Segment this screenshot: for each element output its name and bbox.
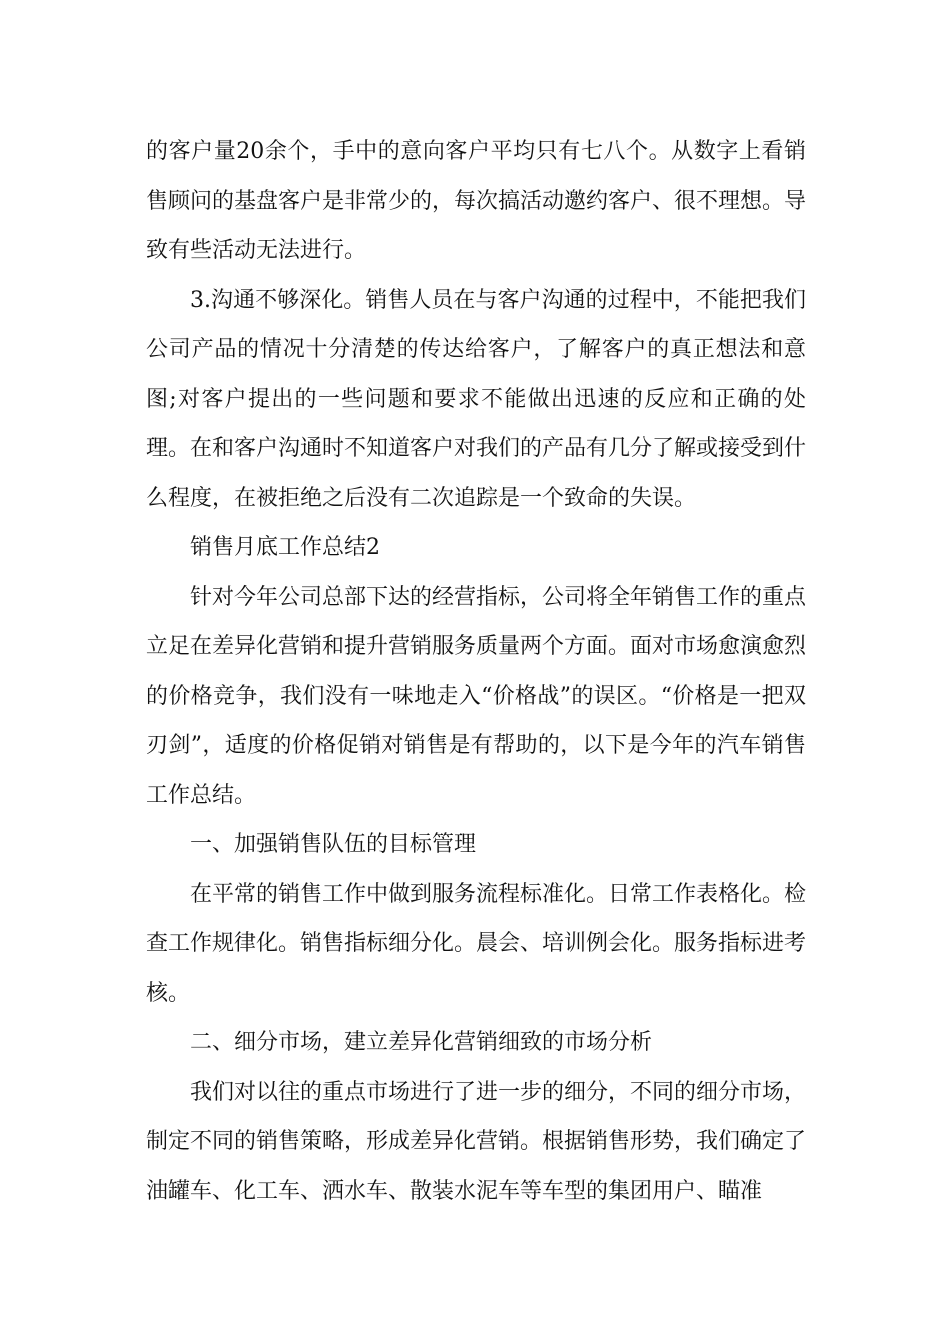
paragraph-target-management: 在平常的销售工作中做到服务流程标准化。日常工作表格化。检查工作规律化。销售指标细分化。晨会、培训例会化。服务指标进考核。 <box>146 881 807 1006</box>
paragraph-continuation: 的客户量20余个，手中的意向客户平均只有七八个。从数字上看销售顾问的基盘客户是非常少的，每次搞活动邀约客户、很不理想。导致有些活动无法进行。 <box>146 139 807 263</box>
section-title: 销售月底工作总结2 <box>190 535 380 560</box>
paragraph-communication: 3.沟通不够深化。销售人员在与客户沟通的过程中，不能把我们公司产品的情况十分清楚的传达给客户，了解客户的真正想法和意图;对客户提出的一些问题和要求不能做出迅速的反应和正确的处理。在和客户沟通时不知道客户对我们的产品有几分了解或接受到什么程度，在被拒绝之后没有二次追踪是一个致命的失误。 <box>146 287 807 511</box>
paragraph-market-segmentation: 我们对以往的重点市场进行了进一步的细分，不同的细分市场，制定不同的销售策略，形成差异化营销。根据销售形势，我们确定了油罐车、化工车、洒水车、散装水泥车等车型的集团用户、瞄准 <box>146 1079 807 1204</box>
heading-one: 一、加强销售队伍的目标管理 <box>190 832 477 857</box>
paragraph-intro: 针对今年公司总部下达的经营指标，公司将全年销售工作的重点立足在差异化营销和提升营销服务质量两个方面。面对市场愈演愈烈的价格竞争，我们没有一味地走入“价格战”的误区。“价格是一把双刃剑”，适度的价格促销对销售是有帮助的，以下是今年的汽车销售工作总结。 <box>146 584 807 808</box>
heading-two: 二、细分市场，建立差异化营销细致的市场分析 <box>190 1030 653 1055</box>
document-body <box>146 127 806 1216</box>
